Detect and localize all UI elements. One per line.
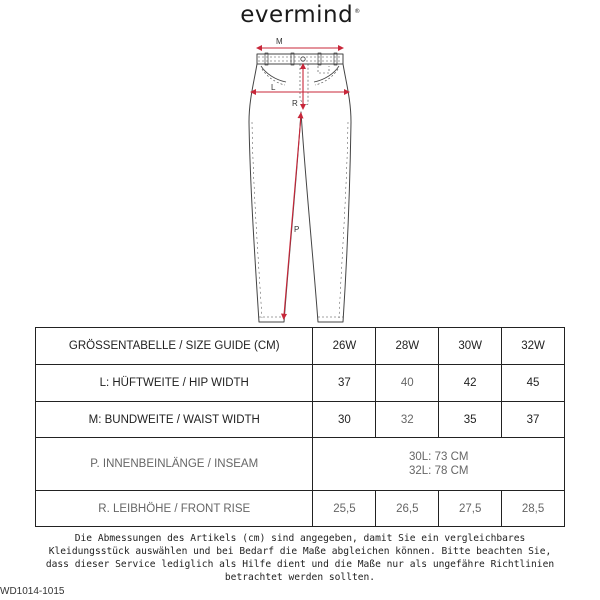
table-cell: 37 (313, 365, 376, 402)
row-label: M: BUNDWEITE / WAIST WIDTH (36, 402, 313, 438)
table-header-row (36, 328, 565, 365)
product-code: WD1014-1015 (0, 586, 65, 597)
table-row (36, 365, 565, 402)
size-header: 28W (376, 328, 439, 365)
table-cell: 42 (439, 365, 502, 402)
size-header: 30W (439, 328, 502, 365)
disclaimer-note (0, 532, 600, 584)
table-row (36, 438, 565, 491)
table-cell: 27,5 (439, 491, 502, 527)
row-label: P. INNENBEINLÄNGE / INSEAM (36, 438, 313, 491)
row-label: R. LEIBHÖHE / FRONT RISE (36, 491, 313, 527)
jeans-outline (249, 53, 351, 322)
table-cell: 28,5 (502, 491, 565, 527)
measure-labels (271, 37, 299, 234)
inseam-32l: 32L: 78 CM (409, 465, 469, 477)
table-cell: 37 (502, 402, 565, 438)
note-line: betrachtet werden sollten. (224, 572, 376, 583)
table-cell: 32 (376, 402, 439, 438)
inseam-30l: 30L: 73 CM (409, 451, 469, 463)
table-cell: 26,5 (376, 491, 439, 527)
label-p: P (294, 225, 300, 234)
table-cell: 35 (439, 402, 502, 438)
brand-name: evermind (240, 2, 354, 28)
size-header: 26W (313, 328, 376, 365)
size-table (35, 327, 565, 527)
size-header: 32W (502, 328, 565, 365)
label-r: R (292, 99, 298, 108)
measure-lines (250, 45, 350, 320)
table-cell: 30 (313, 402, 376, 438)
inseam-cell (313, 438, 565, 491)
table-title: GRÖSSENTABELLE / SIZE GUIDE (CM) (36, 328, 313, 365)
table-cell: 40 (376, 365, 439, 402)
note-line: Kleidungsstück auswählen und bei Bedarf die Maße abgleichen können. Bitte beachten Sie, (48, 546, 552, 557)
table-cell: 25,5 (313, 491, 376, 527)
table-cell: 45 (502, 365, 565, 402)
table-row (36, 402, 565, 438)
table-row (36, 491, 565, 527)
label-m: M (276, 37, 283, 46)
note-line: Die Abmessungen des Artikels (cm) sind angegeben, damit Sie ein vergleichbares (74, 533, 526, 544)
row-label: L: HÜFTWEITE / HIP WIDTH (36, 365, 313, 402)
note-line: dass dieser Service lediglich als Hilfe dient und die Maße nur als ungefähre Richtlinien (45, 559, 555, 570)
label-l: L (271, 83, 276, 92)
registered-mark: ® (354, 8, 361, 15)
